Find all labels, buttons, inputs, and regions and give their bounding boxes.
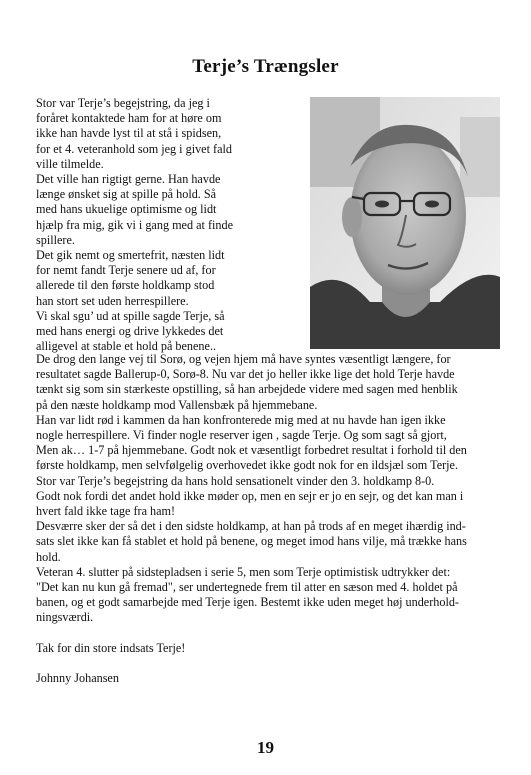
body-line: nogle herrespillere. Vi finder nogle reserver igen , sagde Terje. Og som sagt så gjort, (36, 428, 447, 443)
author-signature: Johnny Johansen (36, 670, 119, 685)
body-line: Stor var Terje’s begejstring da hans hold sensationelt vinder den 3. holdkamp 8-0. (36, 473, 435, 488)
intro-line: for nemt fandt Terje senere ud af, for (36, 263, 216, 278)
intro-line: med hans ukuelige optimisme og lidt (36, 202, 217, 217)
portrait-photo (310, 97, 500, 349)
body-line: resultatet sagde Ballerup-0, Sorø-8. Nu var det jo heller ikke lige det hold Terje havde (36, 367, 455, 382)
intro-line: han stort set uden herrespillere. (36, 293, 189, 308)
intro-line: ville tilmelde. (36, 156, 104, 171)
intro-line: allerede til den første holdkamp stod (36, 278, 215, 293)
body-line: banen, og et godt samarbejde med Terje igen. Bestemt ikke uden meget høj underhold- (36, 595, 459, 610)
intro-line: spillere. (36, 232, 75, 247)
body-line: Men ak… 1-7 på hjemmebane. Godt nok et væsentligt forbedret resultat i forhold til den (36, 443, 467, 458)
intro-line: Stor var Terje’s begejstring, da jeg i (36, 96, 210, 110)
body-line: Godt nok fordi det andet hold ikke møder op, men en sejr er jo en sejr, og det kan man i (36, 488, 464, 503)
body-line: Desværre sker der så det i den sidste holdkamp, at han på trods af en meget ihærdig ind- (36, 519, 466, 534)
article-title: Terje’s Trængsler (192, 56, 339, 77)
body-line: sats slet ikke kan få stablet et hold på benene, og meget imod hans vilje, må trække hans (36, 534, 467, 549)
article-body (36, 352, 508, 686)
thanks-line: Tak for din store indsats Terje! (36, 640, 186, 655)
intro-line: foråret kontaktede ham for at høre om (36, 111, 222, 126)
intro-line: Det ville han rigtigt gerne. Han havde (36, 172, 221, 187)
body-line: første holdkamp, men selvfølgelig overhovedet ikke godt nok for en ildsjæl som Terje. (36, 458, 459, 473)
body-line: hvert fald ikke tage fra ham! (36, 504, 176, 519)
intro-line: hjælp fra mig, gik vi i gang med at finde (36, 217, 233, 232)
body-line: Han var lidt rød i kammen da han konfronterede mig med at nu havde han igen ikke (36, 412, 446, 427)
body-line: Veteran 4. slutter på sidstepladsen i serie 5, men som Terje optimistisk udtrykker det: (36, 564, 451, 579)
paragraph-gap (36, 656, 508, 671)
intro-line: Vi skal sgu’ ud at spille sagde Terje, så (36, 308, 225, 323)
page-number: 19 (257, 738, 274, 757)
intro-line: alligevel at stable et hold på benene.. (36, 339, 217, 354)
intro-line: Det gik nemt og smertefrit, næsten lidt (36, 248, 225, 263)
body-line: "Det kan nu kun gå fremad", ser undertegnede frem til atter en sæson med 4. holdet på (36, 580, 458, 595)
intro-line: længe ønsket sig at spille på hold. Så (36, 187, 217, 202)
body-line: på den næste holdkamp mod Vallensbæk på hjemmebane. (36, 397, 318, 412)
intro-paragraphs (36, 96, 294, 354)
intro-line: med hans energi og drive lykkedes det (36, 324, 224, 339)
body-line: De drog den lange vej til Sorø, og vejen hjem må have syntes væsentligt længere, for (36, 352, 451, 366)
portrait-image (310, 97, 500, 349)
body-line: hold. (36, 549, 61, 564)
intro-line: ikke han havde lyst til at stå i spidsen, (36, 126, 222, 141)
intro-line: for et 4. veteranhold som jeg i givet fald (36, 141, 232, 156)
body-line: tænkt sig som sin stærkeste opstilling, så han arbejdede videre med sagen med henblik (36, 382, 458, 397)
paragraph-gap (36, 626, 508, 641)
body-line: ningsværdi. (36, 610, 94, 625)
